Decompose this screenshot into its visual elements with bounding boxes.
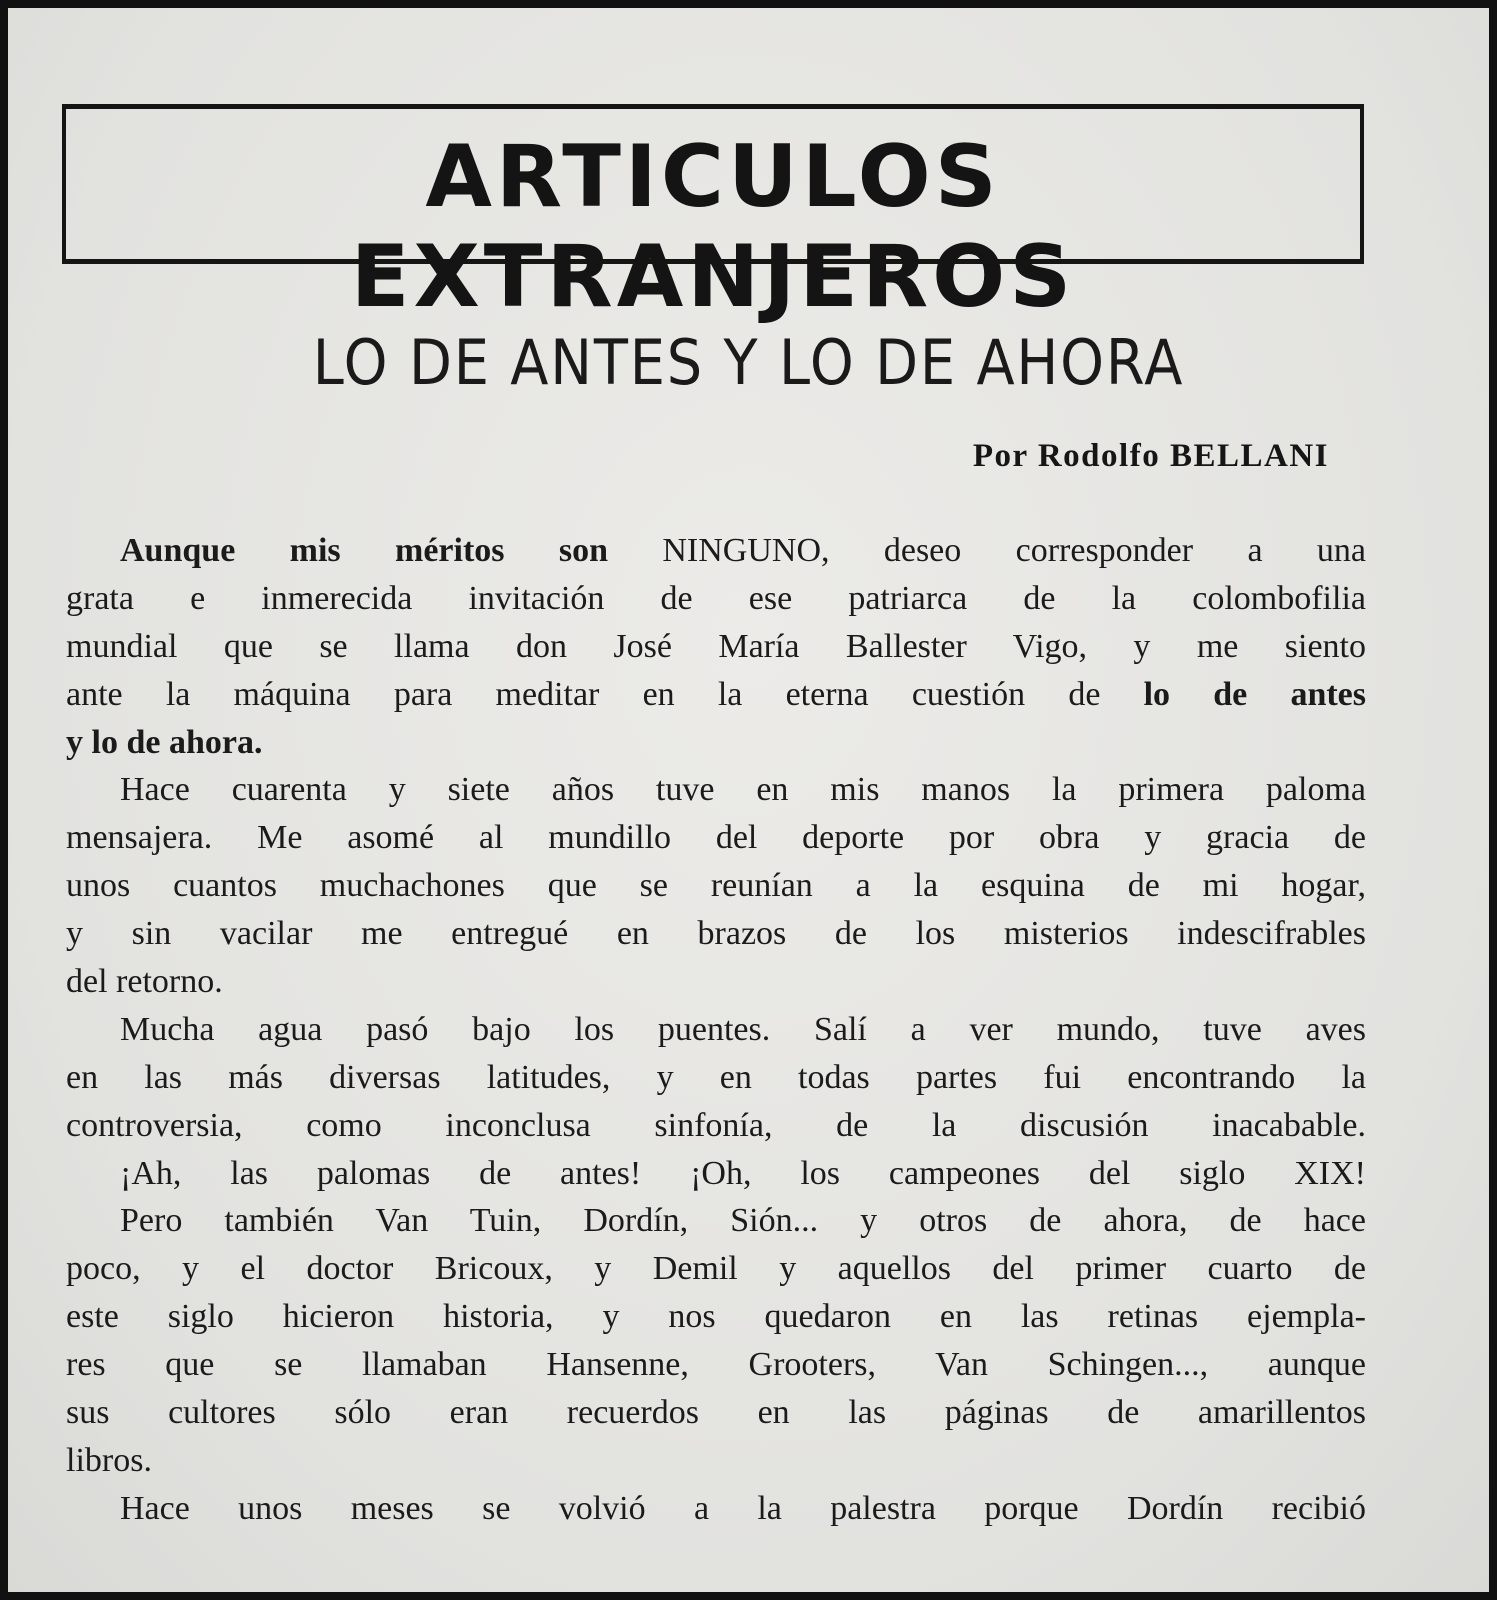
text-line [66, 1389, 1366, 1437]
text-line [66, 958, 1366, 1006]
text-segment: ante la máquina para meditar en la eterna cuestión de [66, 675, 1144, 713]
text-line [66, 1293, 1366, 1341]
text-line [66, 910, 1366, 958]
section-title: ARTICULOS EXTRANJEROS [350, 127, 1076, 327]
text-line [66, 1485, 1366, 1533]
text-segment: Pero también Van Tuin, Dordín, Sión... y otros de ahora, de hace [120, 1202, 1366, 1240]
text-segment: y sin vacilar me entregué en brazos de los misterios indescifrables [66, 915, 1366, 953]
text-line [66, 1054, 1366, 1102]
text-segment: sus cultores sólo eran recuerdos en las páginas de amarillentos [66, 1394, 1366, 1432]
text-line [66, 1341, 1366, 1389]
article-byline: Por Rodolfo BELLANI [972, 438, 1329, 474]
text-line [66, 1150, 1366, 1198]
scanned-page [8, 8, 1489, 1592]
text-segment: ¡Ah, las palomas de antes! ¡Oh, los campeones del siglo XIX! [120, 1154, 1366, 1192]
text-segment: mundial que se llama don José María Ballester Vigo, y me siento [66, 627, 1366, 665]
bold-text: Aunque mis méritos son [120, 532, 608, 569]
text-line [66, 719, 1366, 767]
text-line [66, 814, 1366, 862]
text-line [66, 1197, 1366, 1245]
text-segment: res que se llamaban Hansenne, Grooters, Van Schingen..., aunque [66, 1346, 1366, 1384]
text-line [66, 575, 1366, 623]
text-segment: Hace unos meses se volvió a la palestra porque Dordín recibió [120, 1489, 1366, 1527]
text-line [66, 766, 1366, 814]
text-segment: del retorno. [66, 963, 223, 1001]
text-segment: poco, y el doctor Bricoux, y Demil y aquellos del primer cuarto de [66, 1250, 1366, 1288]
bold-text: lo de antes [1143, 675, 1366, 713]
text-segment: libros. [66, 1441, 152, 1479]
text-segment: Mucha agua pasó bajo los puentes. Salí a ver mundo, tuve aves [120, 1010, 1366, 1048]
text-segment: este siglo hicieron historia, y nos quedaron en las retinas ejempla- [66, 1298, 1366, 1336]
text-line [66, 862, 1366, 910]
text-line [66, 1102, 1366, 1150]
text-segment: mensajera. Me asomé al mundillo del deporte por obra y gracia de [66, 819, 1366, 857]
article-title: LO DE ANTES Y LO DE AHORA [312, 326, 1185, 399]
text-segment: en las más diversas latitudes, y en todas partes fui encontrando la [66, 1058, 1366, 1096]
text-segment: Hace cuarenta y siete años tuve en mis manos la primera paloma [120, 771, 1366, 809]
text-line [66, 1245, 1366, 1293]
bold-text: y lo de ahora. [66, 723, 263, 761]
text-line [66, 1006, 1366, 1054]
text-segment: unos cuantos muchachones que se reunían a la esquina de mi hogar, [66, 867, 1366, 905]
section-header-box [62, 104, 1364, 327]
text-line [66, 1437, 1366, 1485]
text-segment: controversia, como inconclusa sinfonía, de la discusión inacabable. [66, 1106, 1366, 1144]
article-body [66, 527, 1366, 1533]
text-line [66, 527, 1366, 575]
text-segment: grata e inmerecida invitación de ese patriarca de la colombofilia [66, 579, 1366, 617]
text-line [66, 623, 1366, 671]
text-line [66, 671, 1366, 719]
text-segment: NINGUNO, deseo corresponder a una [608, 532, 1366, 569]
